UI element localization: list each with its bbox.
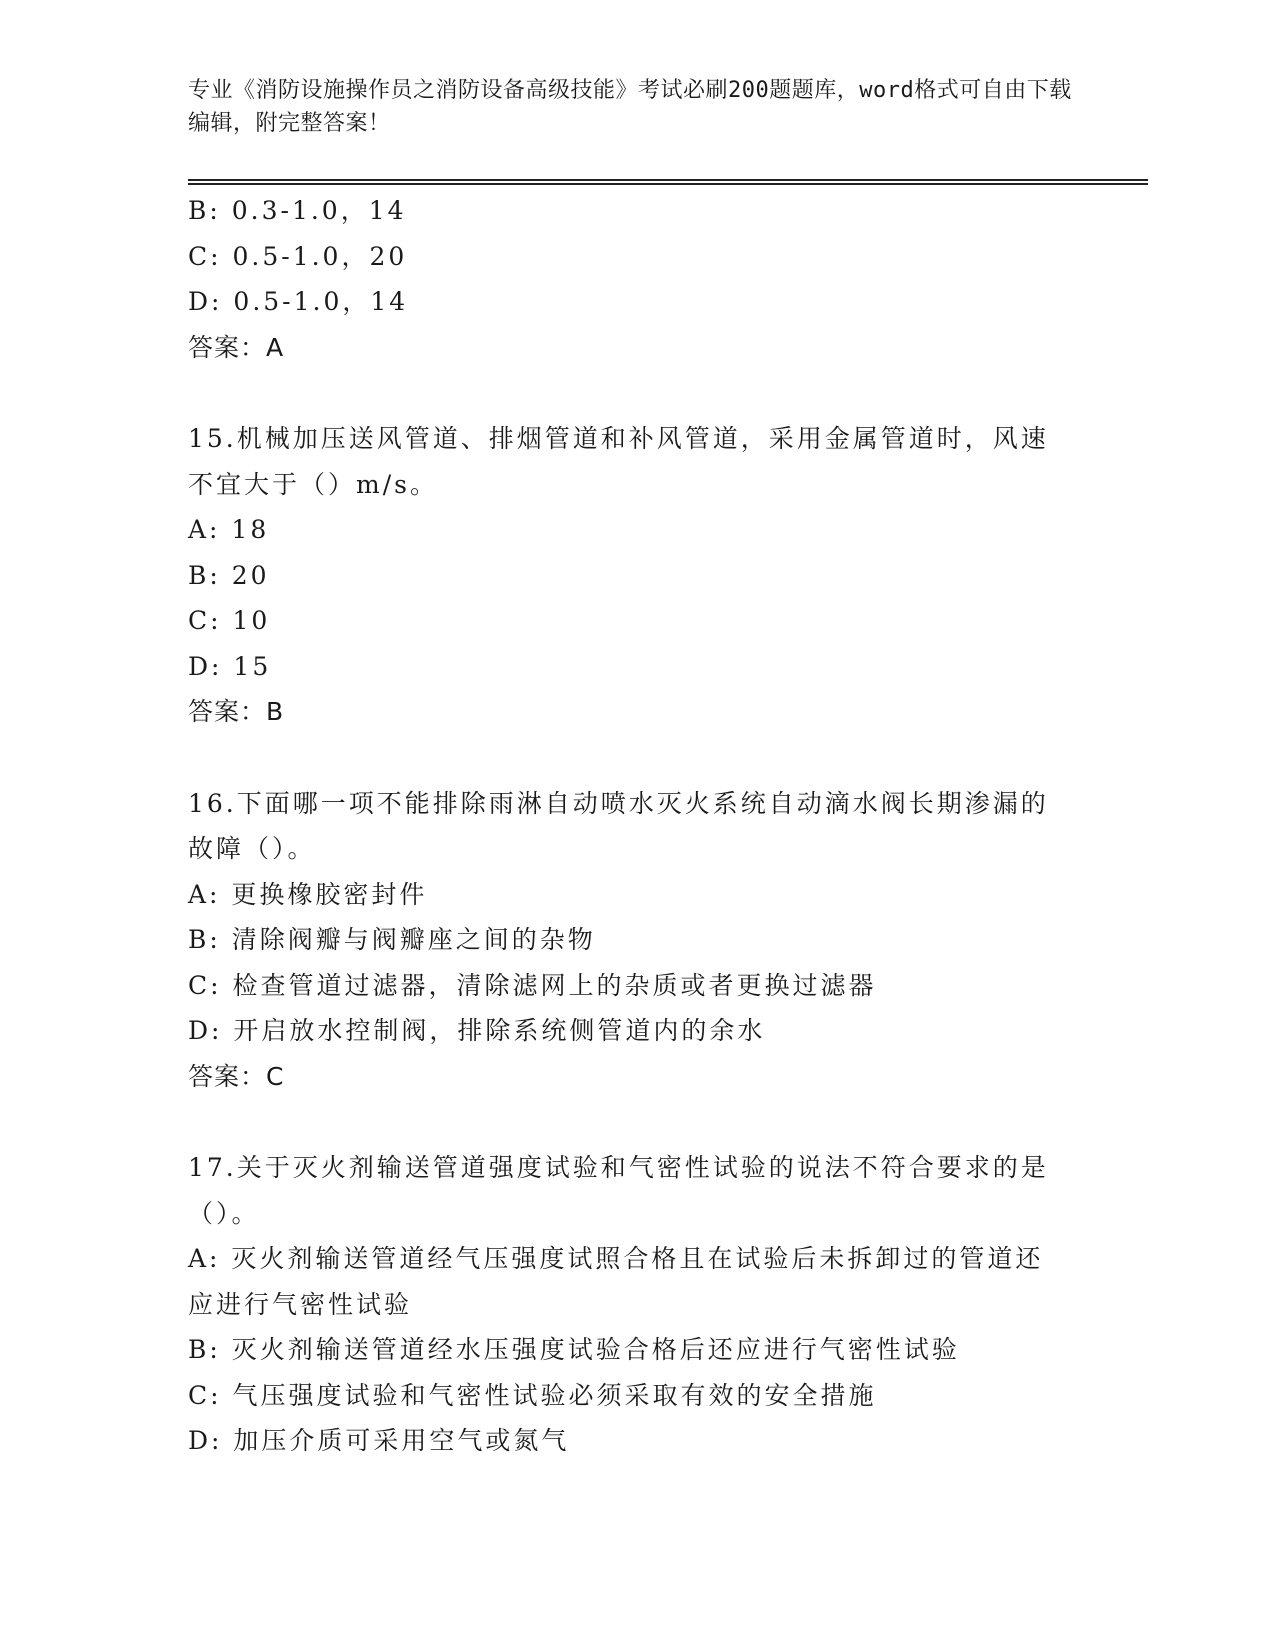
question-stem: 16.下面哪一项不能排除雨淋自动喷水灭火系统自动滴水阀长期渗漏的故障（）。 [188,788,1049,863]
option-c: C: 气压强度试验和气密性试验必须采取有效的安全措施 [188,1380,877,1410]
option-b: B: 灭火剂输送管道经水压强度试验合格后还应进行气密性试验 [188,1335,960,1364]
option-c: C: 检查管道过滤器，清除滤网上的杂质或者更换过滤器 [188,970,877,1000]
option-c: C: 0.5-1.0，20 [188,241,408,271]
option-c: C: 10 [188,606,271,635]
question-block-partial [188,188,1068,370]
question-block-16 [188,781,1068,1100]
question-list [188,188,1068,1464]
option-a: A: 更换橡胶密封件 [188,879,428,909]
answer-line: 答案：C [188,1061,285,1091]
option-d: D: 加压介质可采用空气或氮气 [188,1426,570,1455]
option-d: D: 0.5-1.0，14 [188,287,409,316]
question-stem: 15.机械加压送风管道、排烟管道和补风管道，采用金属管道时，风速不宜大于（）m/s。 [188,424,1049,499]
spacer [188,1099,1068,1145]
spacer [188,370,1068,416]
header-divider [188,179,1148,185]
option-a: A: 18 [188,515,270,544]
option-b: B: 0.3-1.0，14 [188,196,407,225]
option-b: B: 清除阀瓣与阀瓣座之间的杂物 [188,925,596,954]
option-b: B: 20 [188,560,270,590]
answer-line: 答案：B [188,697,285,726]
question-block-15 [188,416,1068,735]
option-d: D: 开启放水控制阀，排除系统侧管道内的余水 [188,1016,766,1045]
document-page [188,0,1148,1650]
option-a: A: 灭火剂输送管道经气压强度试照合格且在试验后未拆卸过的管道还应进行气密性试验 [188,1244,1044,1319]
answer-line: 答案：A [188,332,285,362]
question-stem: 17.关于灭火剂输送管道强度试验和气密性试验的说法不符合要求的是（）。 [188,1153,1049,1228]
spacer [188,735,1068,781]
document-header: 专业《消防设施操作员之消防设备高级技能》考试必刷200题题库，word格式可自由下载编辑，附完整答案！ [188,78,1072,136]
question-block-17 [188,1145,1068,1464]
option-d: D: 15 [188,651,272,681]
